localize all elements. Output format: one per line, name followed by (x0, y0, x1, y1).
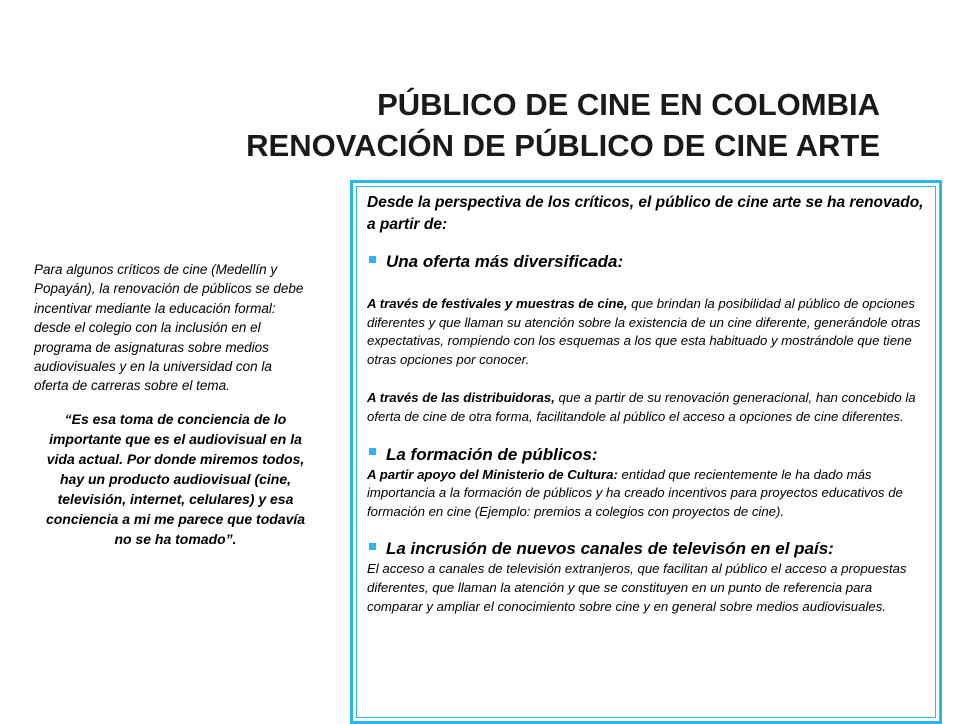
left-paragraph: Para algunos críticos de cine (Medellín y Popayán), la renovación de públicos se debe incentivar mediante la educación formal: desde el colegio con la inclusión en el programa de asignaturas sobre medios audiovisuales y en la universidad con la oferta de carreras sobre el tema. (34, 262, 304, 394)
title-line-2: RENOVACIÓN DE PÚBLICO DE CINE ARTE (246, 128, 880, 163)
paragraph-distribuidoras-lead: A través de las distribuidoras, (367, 390, 555, 406)
bullet-television-label: La incrusión de nuevos canales de televisón en el país: (386, 539, 834, 559)
slide-title (246, 84, 880, 166)
paragraph-distribuidoras (367, 389, 925, 426)
bullet-television (367, 538, 925, 560)
left-column (34, 260, 309, 549)
bullet-oferta (367, 251, 925, 273)
paragraph-ministerio-lead: A partir apoyo del Ministerio de Cultura: (367, 466, 618, 482)
content-box (350, 180, 942, 724)
square-bullet-icon (369, 448, 376, 455)
bullet-formacion (367, 444, 925, 466)
square-bullet-icon (369, 543, 376, 550)
square-bullet-icon (369, 256, 376, 263)
paragraph-festivales (367, 295, 925, 369)
paragraph-ministerio-text: entidad que recientemente le ha dado más importancia a la formación de públicos y ha creado incentivos para proyectos educativos de formación en cine (Ejemplo: premios a colegios con proyectos de cine). (367, 466, 903, 519)
title-line-1: PÚBLICO DE CINE EN COLOMBIA (377, 87, 880, 122)
paragraph-festivales-lead: A través de festivales y muestras de cine, (367, 296, 628, 311)
paragraph-ministerio (367, 466, 925, 522)
bullet-formacion-label: La formación de públicos: (386, 444, 598, 464)
paragraph-television: El acceso a canales de televisión extranjeros, que facilitan al público el acceso a propuestas diferentes, que llaman la atención y que se constituyen en un punto de referencia para comparar y ampliar el conocimiento sobre cine y en general sobre medios audiovisuales. (367, 561, 907, 614)
paragraph-distribuidoras-text: que a partir de su renovación generacional, han concebido la oferta de cine de otra forma, facilitandole al público el acceso a opciones de cine diferentes. (367, 390, 916, 424)
bullet-oferta-label: Una oferta más diversificada: (386, 252, 624, 271)
left-quote: “Es esa toma de conciencia de lo importante que es el audiovisual en la vida actual. Por donde miremos todos, hay un producto audiovisual (cine, televisión, internet, celulares) y esa conciencia a mi me parece que todavía no se ha tomado”. (45, 410, 306, 547)
paragraph-festivales-text: que brindan la posibilidad al público de opciones diferentes y que llaman su atención sobre la existencia de un cine diferente, generándole otras expectativas, rompiendo con los esquemas a los que esta habituado y mostrándole que tiene otras opciones por conocer. (367, 296, 921, 367)
box-intro: Desde la perspectiva de los críticos, el público de cine arte se ha renovado, a partir de: (367, 194, 924, 233)
